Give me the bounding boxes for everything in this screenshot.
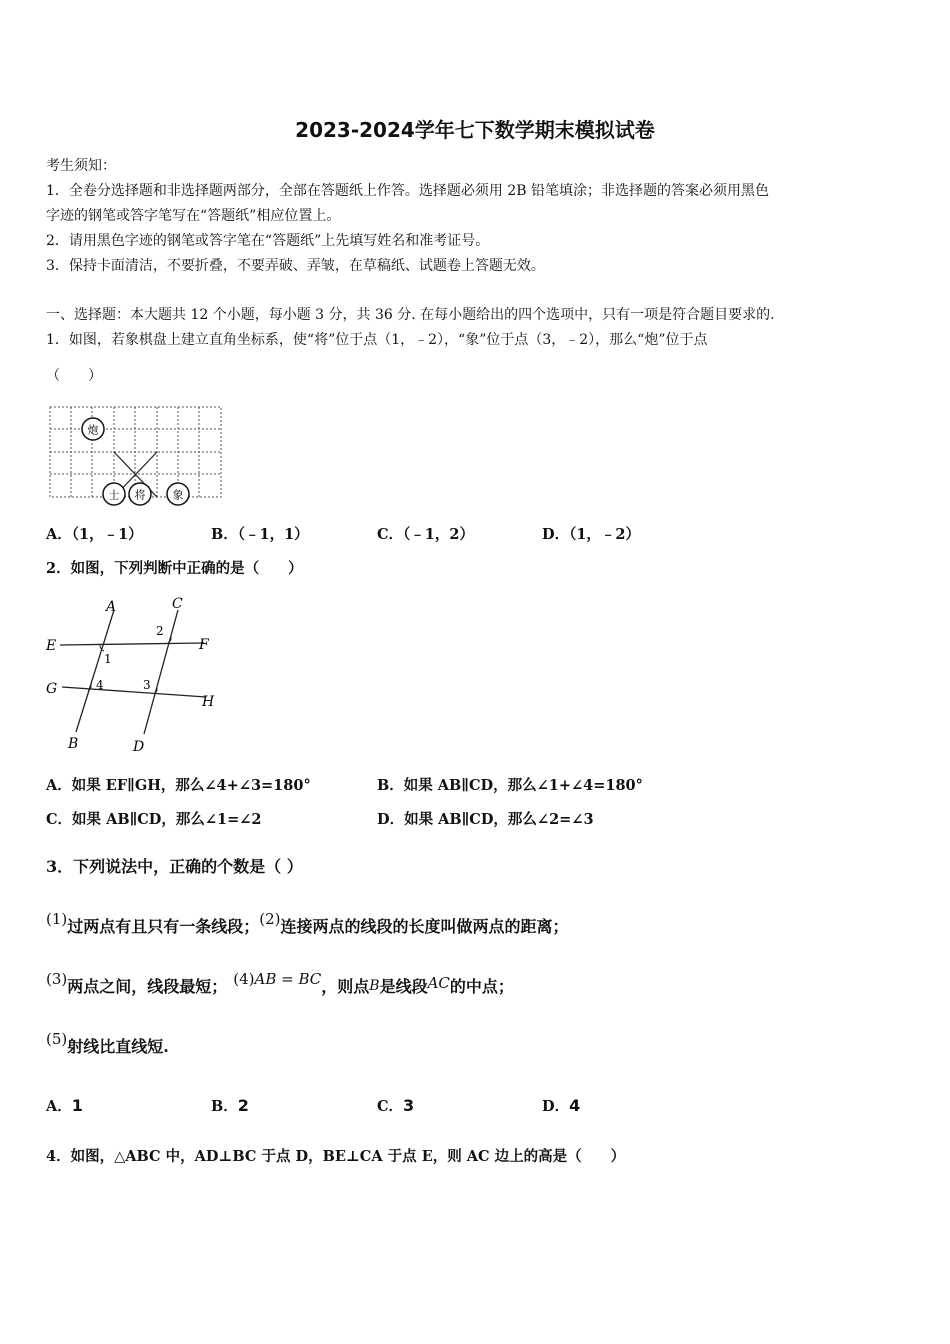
q1-stem: 1．如图，若象棋盘上建立直角坐标系，使“将”位于点（1，﹣2），“象”位于点（3，﹣2），那么“炮”位于点 xyxy=(46,332,708,348)
q3-s4-text-c: 的中点； xyxy=(449,977,514,996)
label-D: D xyxy=(133,739,145,755)
label-E: E xyxy=(46,638,57,654)
notice-heading: 考生须知： xyxy=(46,158,116,174)
label-F: F xyxy=(199,637,209,653)
xiang-label: 象 xyxy=(172,488,184,502)
q3-s4-expression: AB = BC xyxy=(254,970,322,988)
q3-s4-text-a: ，则点 xyxy=(321,977,370,996)
q4-stem: 4．如图，△ABC 中，AD⊥BC 于点 D，BE⊥CA 于点 E，则 AC 边上的高是（ ） xyxy=(46,1148,626,1165)
q3-s5-text: 射线比直线短. xyxy=(67,1037,169,1056)
q3-option-a[interactable]: A．1 xyxy=(46,1096,83,1115)
chessboard-figure xyxy=(46,402,226,507)
q3-s2-number: (2) xyxy=(259,910,281,928)
xiang-piece xyxy=(167,483,189,505)
label-A: A xyxy=(106,599,117,615)
q3-s1-number: (1) xyxy=(46,910,68,928)
angle-2-label: 2 xyxy=(156,624,164,638)
q2-option-a[interactable]: A．如果 EF∥GH，那么∠4+∠3=180° xyxy=(46,777,311,794)
label-B: B xyxy=(68,736,79,752)
q3-stem: 3．下列说法中，正确的个数是（ ） xyxy=(46,857,303,876)
notice-item-1a: 1．全卷分选择题和非选择题两部分，全部在答题纸上作答。选择题必须用 2B 铅笔填涂；非选择题的答案必须用黑色 xyxy=(46,183,769,199)
jiang-label: 将 xyxy=(134,488,146,502)
pao-piece xyxy=(82,418,104,440)
jiang-piece xyxy=(129,483,151,505)
q3-s2-text: 连接两点的线段的长度叫做两点的距离； xyxy=(280,917,569,936)
pao-label: 炮 xyxy=(87,423,99,437)
q3-s1-text: 过两点有且只有一条线段； xyxy=(67,917,260,936)
q3-s4-point-b: B xyxy=(369,978,380,994)
angle-3-label: 3 xyxy=(143,678,151,692)
q3-s3-number: (3) xyxy=(46,970,68,988)
q3-statement-5 xyxy=(46,1030,169,1057)
q1-option-d[interactable]: D．（1，﹣2） xyxy=(542,526,641,543)
q3-s3-text: 两点之间，线段最短； xyxy=(67,977,228,996)
q2-option-b[interactable]: B．如果 AB∥CD，那么∠1+∠4=180° xyxy=(377,777,643,794)
q3-s4-number: (4) xyxy=(233,970,255,988)
q3-s5-number: (5) xyxy=(46,1030,68,1048)
q2-option-d[interactable]: D．如果 AB∥CD，那么∠2=∠3 xyxy=(377,811,594,828)
section-heading: 一、选择题：本大题共 12 个小题，每小题 3 分，共 36 分. 在每小题给出的四个选项中，只有一项是符合题目要求的. xyxy=(46,307,775,323)
label-H: H xyxy=(202,694,215,710)
q1-option-a[interactable]: A．（1，﹣1） xyxy=(46,526,143,543)
shi-label: 士 xyxy=(108,488,120,502)
q1-answer-paren: （ ） xyxy=(46,368,102,384)
notice-item-3: 3．保持卡面清洁，不要折叠，不要弄破、弄皱，在草稿纸、试题卷上答题无效。 xyxy=(46,258,545,274)
q3-statement-1-2 xyxy=(46,910,569,937)
q2-option-c[interactable]: C．如果 AB∥CD，那么∠1=∠2 xyxy=(46,811,262,828)
q3-statement-3-4 xyxy=(46,970,514,997)
q1-option-b[interactable]: B．（﹣1，1） xyxy=(211,526,309,543)
notice-item-1b: 字迹的钢笔或答字笔写在“答题纸”相应位置上。 xyxy=(46,208,341,224)
q3-s4-segment-ac: AC xyxy=(427,974,450,992)
angle-1-label: 1 xyxy=(104,652,112,666)
q3-s4-text-b: 是线段 xyxy=(379,977,428,996)
q3-option-d[interactable]: D．4 xyxy=(542,1096,581,1115)
label-G: G xyxy=(46,681,58,697)
shi-piece xyxy=(103,483,125,505)
q3-option-c[interactable]: C．3 xyxy=(377,1096,415,1115)
q3-option-b[interactable]: B．2 xyxy=(211,1096,249,1115)
notice-item-2: 2．请用黑色字迹的钢笔或答字笔在“答题纸”上先填写姓名和准考证号。 xyxy=(46,233,490,249)
parallel-lines-figure xyxy=(44,590,224,755)
q1-option-c[interactable]: C．（﹣1，2） xyxy=(377,526,474,543)
angle-4-label: 4 xyxy=(96,678,104,692)
q2-stem: 2．如图，下列判断中正确的是（ ） xyxy=(46,560,303,577)
page-title: 2023-2024学年七下数学期末模拟试卷 xyxy=(295,118,655,142)
label-C: C xyxy=(172,596,183,612)
